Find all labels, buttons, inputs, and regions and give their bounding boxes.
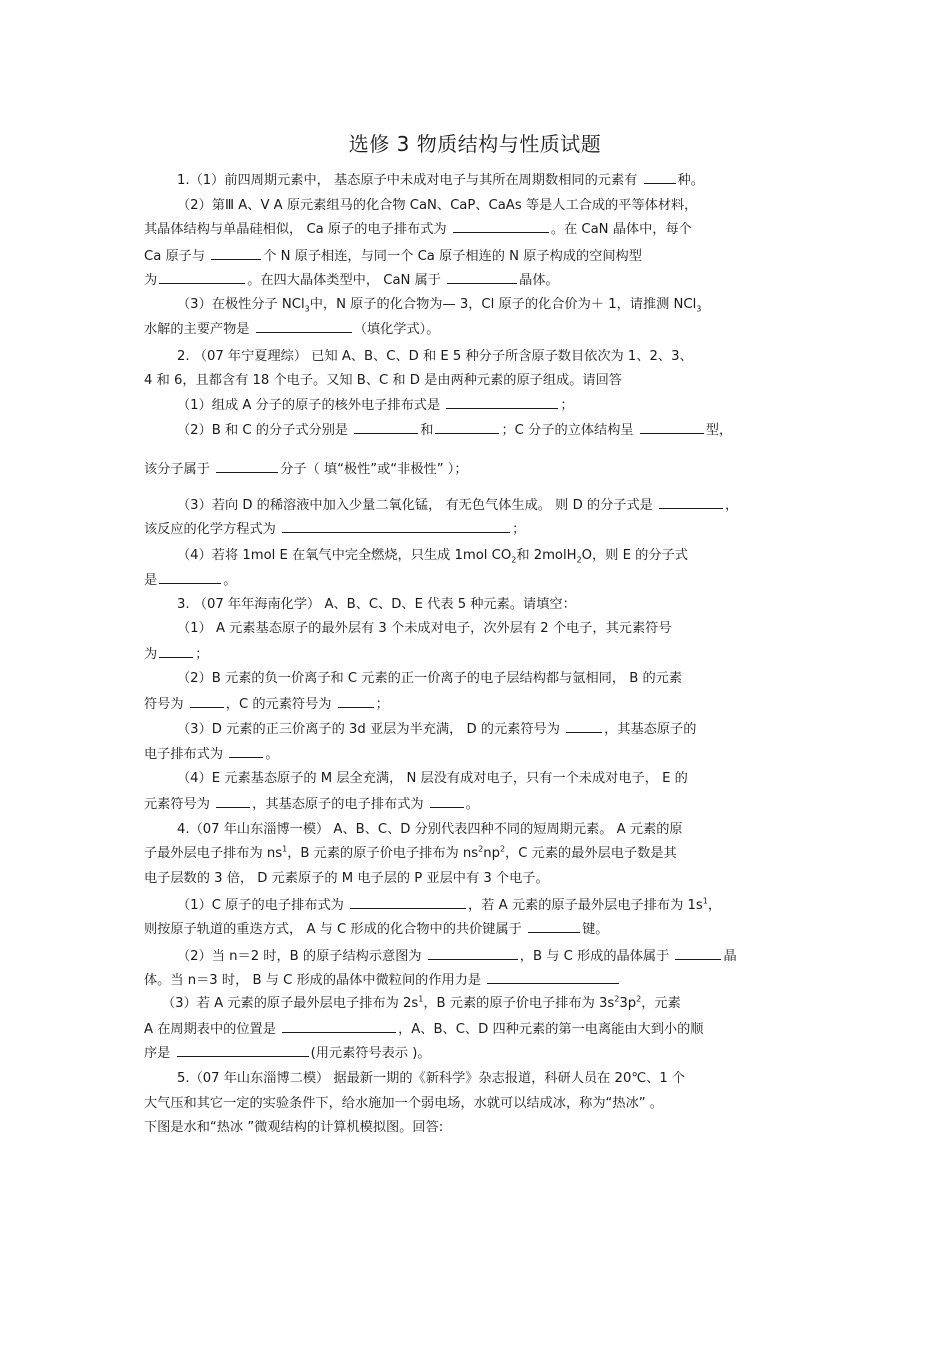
q1-part3-line: 水解的主要产物是 （填化学式）。	[144, 322, 440, 337]
document-title: 选修 3 物质结构与性质试题	[348, 132, 602, 156]
q5-intro-line: 5.（07 年山东淄博二模） 据最新一期的《新科学》杂志报道，科研人员在 20℃、1 个	[177, 1071, 686, 1086]
q1-part3-line: （3）在极性分子 NCl$_3$中，N 原子的化合物为— 3，Cl 原子的化合价为＋ 1，请推测 NCl$_3$	[177, 297, 702, 314]
q4-part2-line: （2）当 n＝2 时，B 的原子结构示意图为 ，B 与 C 形成的晶体属于 晶	[177, 949, 737, 964]
q3-part3-line: （3）D 元素的正三价离子的 3d 亚层为半充满， D 的元素符号为 ，其基态原子的	[177, 722, 697, 737]
q1-part2-line: （2）第Ⅲ A、Ⅴ A 原元素组马的化合物 CaN、CaP、CaAs 等是人工合成的平等体材料，	[177, 198, 698, 213]
q2-part3-line: （3）若向 D 的稀溶液中加入少量二氧化锰， 有无色气体生成。 则 D 的分子式是 ，	[177, 498, 739, 513]
q5-intro-line: 下图是水和“热冰 ”微观结构的计算机模拟图。回答:	[144, 1120, 444, 1135]
q4-part3-line: A 在周期表中的位置是 ，A、B、C、D 四种元素的第一电离能由大到小的顺	[144, 1022, 704, 1037]
q4-part3-line: 序是 (用元素符号表示 )。	[144, 1046, 431, 1061]
q2-part2-line: （2）B 和 C 的分子式分别是 和 ；C 分子的立体结构呈 型，	[177, 423, 733, 438]
q3-part1-line: （1） A 元素基态原子的最外层有 3 个未成对电子，次外层有 2 个电子，其元素符号	[177, 621, 672, 636]
q2-part2-line: 该分子属于 分子（ 填“极性”或“非极性” ）；	[144, 462, 468, 477]
q3-part2-line: 符号为 ，C 的元素符号为 ；	[144, 697, 389, 712]
q4-intro-line: 子最外层电子排布为 $ns^1$，B 元素的原子价电子排布为 $ns^2np^2$，C 元素的最外层电子数是其	[144, 844, 677, 861]
q2-part3-line: 该反应的化学方程式为 ；	[144, 522, 526, 537]
q3-part2-line: （2）B 元素的负一价离子和 C 元素的正一价离子的电子层结构都与氩相同， B 的元素	[177, 671, 683, 686]
q3-part4-line: （4）E 元素基态原子的 M 层全充满， N 层没有成对电子，只有一个未成对电子， E 的	[177, 771, 688, 786]
q1-part2-line: 其晶体结构与单晶硅相似， Ca 原子的电子排布式为 。在 CaN 晶体中，每个	[144, 222, 692, 237]
q4-part1-line: （1）C 原子的电子排布式为 ，若 A 元素的原子最外层电子排布为 $1s^1$，	[177, 896, 721, 913]
q3-part3-line: 电子排布式为 。	[144, 747, 279, 762]
q4-intro-line: 4.（07 年山东淄博一模） A、B、C、D 分别代表四种不同的短周期元素。 A 元素的原	[177, 822, 683, 837]
q1-part2-line: 为 。在四大晶体类型中， CaN 属于 晶体。	[144, 273, 559, 288]
q4-part1-line: 则按原子轨道的重迭方式， A 与 C 形成的化合物中的共价键属于 键。	[144, 922, 609, 937]
q3-part1-line: 为 ；	[144, 647, 209, 662]
q1-part2-line: Ca 原子与 个 N 原子相连，与同一个 Ca 原子相连的 N 原子构成的空间构型	[144, 249, 642, 264]
q4-intro-line: 电子层数的 3 倍， D 元素原子的 M 电子层的 P 亚层中有 3 个电子。	[144, 871, 549, 886]
q5-intro-line: 大气压和其它一定的实验条件下，给水施加一个弱电场，水就可以结成冰，称为“热冰” 。	[144, 1096, 663, 1111]
q4-part2-line: 体。当 n＝3 时， B 与 C 形成的晶体中微粒间的作用力是	[144, 971, 812, 990]
q3-intro-line: 3. （07 年年海南化学） A、B、C、D、E 代表 5 种元素。请填空：	[177, 597, 576, 612]
q2-part1-line: （1）组成 A 分子的原子的核外电子排布式是 ；	[177, 398, 574, 413]
q2-intro-line: 2. （07 年宁夏理综） 已知 A、B、C、D 和 E 5 种分子所含原子数目依次为 1、2、3、	[177, 349, 693, 364]
q2-intro-line: 4 和 6，且都含有 18 个电子。又知 B、C 和 D 是由两种元素的原子组成。请回答	[144, 373, 622, 388]
q3-part4-line: 元素符号为 ，其基态原子的电子排布式为 。	[144, 797, 479, 812]
q2-part4-line: （4）若将 1mol E 在氧气中完全燃烧，只生成 1mol $CO_2$和 2molH$_2$O，则 E 的分子式	[177, 548, 688, 565]
q1-part1-line: 1.（1）前四周期元素中， 基态原子中未成对电子与其所在周期数相同的元素有 种。	[177, 173, 704, 188]
q4-part3-line: （3）若 A 元素的原子最外层电子排布为 $2s^1$，B 元素的原子价电子排布为 $3s^23p^2$，元素	[162, 994, 681, 1011]
q2-part4-line: 是 。	[144, 573, 237, 588]
